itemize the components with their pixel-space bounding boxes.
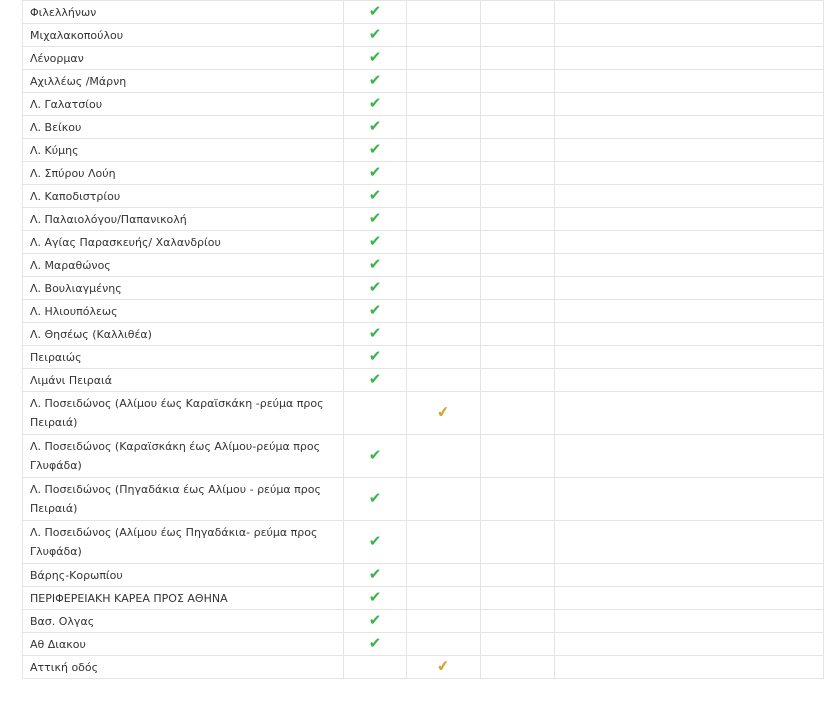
table-row (23, 435, 824, 478)
status-normal-cell (344, 277, 407, 300)
status-moderate-cell (407, 254, 481, 277)
road-status-table (22, 0, 824, 679)
road-name: Λ. Γαλατσίου (23, 93, 344, 116)
status-moderate-cell (407, 346, 481, 369)
status-cell-4 (555, 656, 824, 679)
status-moderate-cell (407, 24, 481, 47)
status-cell-3 (481, 208, 555, 231)
status-cell-3 (481, 139, 555, 162)
green-check-icon: ✔ (368, 231, 382, 250)
road-name: Μιχαλακοπούλου (23, 24, 344, 47)
status-moderate-cell (407, 587, 481, 610)
status-cell-3 (481, 231, 555, 254)
road-name: Λ. Ποσειδώνος (Καραϊσκάκη έως Αλίμου-ρεύμα προς Γλυφάδα) (23, 435, 344, 478)
green-check-icon: ✔ (368, 47, 382, 66)
status-cell-3 (481, 300, 555, 323)
road-name: Λ. Ποσειδώνος (Πηγαδάκια έως Αλίμου - ρεύμα προς Πειραιά) (23, 478, 344, 521)
status-cell-3 (481, 564, 555, 587)
status-normal-cell (344, 392, 407, 435)
status-moderate-cell (407, 633, 481, 656)
status-cell-4 (555, 231, 824, 254)
status-cell-4 (555, 116, 824, 139)
status-cell-3 (481, 610, 555, 633)
status-moderate-cell (407, 93, 481, 116)
road-name: Λ. Μαραθώνος (23, 254, 344, 277)
status-moderate-cell (407, 435, 481, 478)
table-row (23, 564, 824, 587)
green-check-icon: ✔ (368, 346, 382, 365)
table-row (23, 478, 824, 521)
table-row (23, 254, 824, 277)
road-name: Λ. Καποδιστρίου (23, 185, 344, 208)
table-row (23, 323, 824, 346)
status-cell-3 (481, 93, 555, 116)
road-name: Φιλελλήνων (23, 1, 344, 24)
status-cell-3 (481, 1, 555, 24)
road-status-rows (23, 1, 824, 679)
green-check-icon: ✔ (368, 323, 382, 342)
road-name: Λ. Ηλιουπόλεως (23, 300, 344, 323)
table-row (23, 521, 824, 564)
status-cell-4 (555, 185, 824, 208)
table-row (23, 208, 824, 231)
status-normal-cell (344, 369, 407, 392)
status-normal-cell (344, 1, 407, 24)
green-check-icon: ✔ (368, 488, 382, 507)
road-name: Λ. Σπύρου Λούη (23, 162, 344, 185)
status-cell-4 (555, 277, 824, 300)
status-normal-cell (344, 208, 407, 231)
status-cell-4 (555, 610, 824, 633)
table-row (23, 633, 824, 656)
table-row (23, 1, 824, 24)
road-name: Λιμάνι Πειραιά (23, 369, 344, 392)
status-cell-3 (481, 633, 555, 656)
status-cell-4 (555, 587, 824, 610)
table-row (23, 24, 824, 47)
green-check-icon: ✔ (368, 24, 382, 43)
table-row (23, 587, 824, 610)
status-moderate-cell (407, 610, 481, 633)
table-row (23, 300, 824, 323)
status-moderate-cell (407, 564, 481, 587)
status-cell-4 (555, 478, 824, 521)
status-moderate-cell (407, 139, 481, 162)
status-cell-4 (555, 208, 824, 231)
status-moderate-cell (407, 47, 481, 70)
status-moderate-cell (407, 300, 481, 323)
table-row (23, 231, 824, 254)
road-name: Λ. Βουλιαγμένης (23, 277, 344, 300)
status-normal-cell (344, 185, 407, 208)
status-moderate-cell (407, 323, 481, 346)
status-moderate-cell (407, 208, 481, 231)
status-cell-3 (481, 277, 555, 300)
green-check-icon: ✔ (368, 185, 382, 204)
road-name: Αθ Διακου (23, 633, 344, 656)
green-check-icon: ✔ (368, 277, 382, 296)
status-cell-4 (555, 633, 824, 656)
table-row (23, 185, 824, 208)
road-name: Λένορμαν (23, 47, 344, 70)
road-name: Λ. Ποσειδώνος (Αλίμου έως Πηγαδάκια- ρεύμα προς Γλυφάδα) (23, 521, 344, 564)
status-cell-4 (555, 521, 824, 564)
status-normal-cell (344, 70, 407, 93)
table-row (23, 392, 824, 435)
status-normal-cell (344, 435, 407, 478)
status-cell-3 (481, 435, 555, 478)
status-normal-cell (344, 231, 407, 254)
status-normal-cell (344, 656, 407, 679)
green-check-icon: ✔ (368, 162, 382, 181)
table-row (23, 139, 824, 162)
status-normal-cell (344, 162, 407, 185)
status-cell-3 (481, 369, 555, 392)
green-check-icon: ✔ (368, 70, 382, 89)
status-cell-3 (481, 656, 555, 679)
status-normal-cell (344, 24, 407, 47)
table-row (23, 277, 824, 300)
green-check-icon: ✔ (368, 445, 382, 464)
status-cell-3 (481, 392, 555, 435)
status-cell-3 (481, 185, 555, 208)
road-name: Λ. Θησέως (Καλλιθέα) (23, 323, 344, 346)
status-cell-4 (555, 346, 824, 369)
status-normal-cell (344, 478, 407, 521)
status-cell-3 (481, 254, 555, 277)
green-check-icon: ✔ (368, 587, 382, 606)
status-normal-cell (344, 254, 407, 277)
status-normal-cell (344, 564, 407, 587)
road-name: Λ. Αγίας Παρασκευής/ Χαλανδρίου (23, 231, 344, 254)
road-name: Βασ. Ολγας (23, 610, 344, 633)
status-cell-4 (555, 564, 824, 587)
status-moderate-cell (407, 70, 481, 93)
table-row (23, 346, 824, 369)
status-cell-4 (555, 47, 824, 70)
status-normal-cell (344, 323, 407, 346)
status-cell-3 (481, 116, 555, 139)
green-check-icon: ✔ (368, 116, 382, 135)
status-moderate-cell (407, 521, 481, 564)
status-cell-3 (481, 47, 555, 70)
table-row (23, 47, 824, 70)
status-normal-cell (344, 521, 407, 564)
status-cell-3 (481, 24, 555, 47)
road-name: Λ. Βείκου (23, 116, 344, 139)
status-cell-4 (555, 435, 824, 478)
green-check-icon: ✔ (368, 208, 382, 227)
yellow-check-icon: ✔ (435, 655, 451, 676)
status-cell-4 (555, 392, 824, 435)
yellow-check-icon: ✔ (435, 401, 451, 422)
status-moderate-cell (407, 162, 481, 185)
status-normal-cell (344, 300, 407, 323)
status-cell-4 (555, 162, 824, 185)
status-normal-cell (344, 610, 407, 633)
status-moderate-cell (407, 478, 481, 521)
status-moderate-cell (407, 231, 481, 254)
status-cell-4 (555, 254, 824, 277)
status-cell-4 (555, 24, 824, 47)
road-name: Πειραιώς (23, 346, 344, 369)
status-moderate-cell (407, 185, 481, 208)
road-name: Λ. Κύμης (23, 139, 344, 162)
green-check-icon: ✔ (368, 139, 382, 158)
road-name: Αχιλλέως /Μάρνη (23, 70, 344, 93)
road-name: Βάρης-Κορωπίου (23, 564, 344, 587)
status-cell-3 (481, 162, 555, 185)
status-cell-3 (481, 478, 555, 521)
status-normal-cell (344, 587, 407, 610)
green-check-icon: ✔ (368, 531, 382, 550)
green-check-icon: ✔ (368, 610, 382, 629)
green-check-icon: ✔ (368, 633, 382, 652)
status-cell-4 (555, 1, 824, 24)
status-cell-3 (481, 587, 555, 610)
table-row (23, 610, 824, 633)
status-moderate-cell (407, 1, 481, 24)
status-cell-3 (481, 323, 555, 346)
status-cell-4 (555, 323, 824, 346)
table-row (23, 656, 824, 679)
status-cell-3 (481, 346, 555, 369)
status-moderate-cell (407, 392, 481, 435)
status-moderate-cell (407, 116, 481, 139)
road-name: Αττική οδός (23, 656, 344, 679)
status-normal-cell (344, 116, 407, 139)
table-row (23, 369, 824, 392)
table-row (23, 162, 824, 185)
status-cell-4 (555, 139, 824, 162)
green-check-icon: ✔ (368, 369, 382, 388)
status-cell-4 (555, 369, 824, 392)
status-normal-cell (344, 633, 407, 656)
table-row (23, 93, 824, 116)
status-cell-3 (481, 70, 555, 93)
status-cell-4 (555, 70, 824, 93)
green-check-icon: ✔ (368, 1, 382, 20)
green-check-icon: ✔ (368, 300, 382, 319)
green-check-icon: ✔ (368, 93, 382, 112)
green-check-icon: ✔ (368, 564, 382, 583)
road-name: Λ. Παλαιολόγου/Παπανικολή (23, 208, 344, 231)
road-name: Λ. Ποσειδώνος (Αλίμου έως Καραϊσκάκη -ρεύμα προς Πειραιά) (23, 392, 344, 435)
status-normal-cell (344, 346, 407, 369)
table-row (23, 116, 824, 139)
status-moderate-cell (407, 656, 481, 679)
table-row (23, 70, 824, 93)
status-cell-4 (555, 300, 824, 323)
status-normal-cell (344, 47, 407, 70)
status-normal-cell (344, 93, 407, 116)
road-name: ΠΕΡΙΦΕΡΕΙΑΚΗ ΚΑΡΕΑ ΠΡΟΣ ΑΘΗΝΑ (23, 587, 344, 610)
status-normal-cell (344, 139, 407, 162)
status-moderate-cell (407, 369, 481, 392)
status-moderate-cell (407, 277, 481, 300)
green-check-icon: ✔ (368, 254, 382, 273)
status-cell-3 (481, 521, 555, 564)
status-cell-4 (555, 93, 824, 116)
